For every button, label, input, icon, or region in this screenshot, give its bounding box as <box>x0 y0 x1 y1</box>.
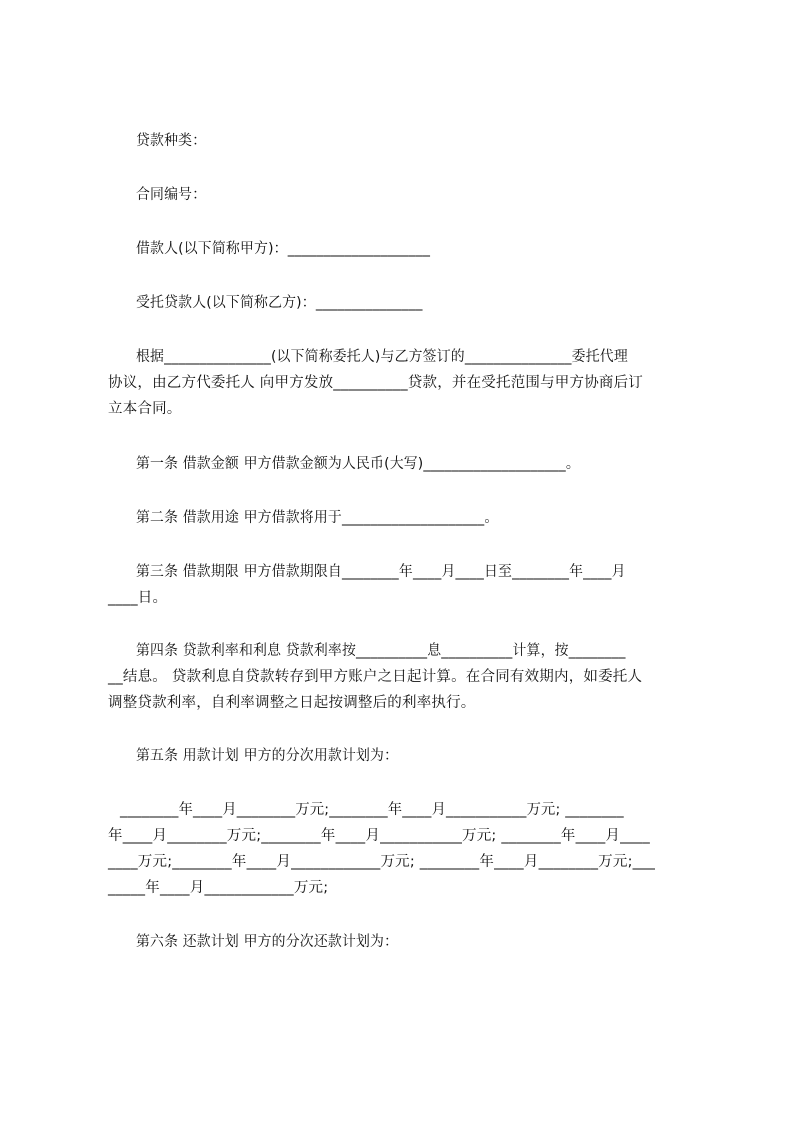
article-3-line-2: ____日。 <box>108 590 168 606</box>
entrusted-lender-line: 受托贷款人(以下简称乙方)：_______________ <box>136 295 423 311</box>
preamble-line-2: 协议，由乙方代委托人 向甲方发放__________贷款，并在受托范围与甲方协商后订 <box>108 375 644 391</box>
preamble-line-3: 立本合同。 <box>108 401 182 417</box>
article-2-loan-purpose: 第二条 借款用途 甲方借款将用于____________________。 <box>136 510 499 526</box>
schedule-line-3: ____万元;________年____月____________万元; ________年____月________万元;___ <box>108 854 656 870</box>
article-4-line-3: 调整贷款利率，自利率调整之日起按调整后的利率执行。 <box>108 695 476 711</box>
article-6-repayment-plan: 第六条 还款计划 甲方的分次还款计划为： <box>136 934 399 950</box>
borrower-line: 借款人(以下简称甲方)：____________________ <box>136 241 431 257</box>
schedule-line-2: 年____月________万元;________年____月___________万元; ________年____月____ <box>108 828 650 844</box>
schedule-line-1: ________年____月________万元;________年____月___________万元; ________ <box>120 802 624 818</box>
article-4-line-2: __结息。 贷款利息自贷款转存到甲方账户之日起计算。在合同有效期内，如委托人 <box>108 669 643 685</box>
article-3-line-1: 第三条 借款期限 甲方借款期限自________年____月____日至________年____月 <box>136 564 626 580</box>
schedule-line-4: _____年____月____________万元; <box>108 880 329 896</box>
preamble-line-1: 根据_______________(以下简称委托人)与乙方签订的_______________委托代理 <box>136 349 628 365</box>
article-5-drawdown-plan: 第五条 用款计划 甲方的分次用款计划为： <box>136 748 399 764</box>
loan-type-label: 贷款种类： <box>136 133 207 149</box>
article-4-line-1: 第四条 贷款利率和利息 贷款利率按__________息__________计算，按________ <box>136 643 626 659</box>
contract-number-label: 合同编号： <box>136 187 207 203</box>
article-1-loan-amount: 第一条 借款金额 甲方借款金额为人民币(大写)____________________。 <box>136 456 580 472</box>
